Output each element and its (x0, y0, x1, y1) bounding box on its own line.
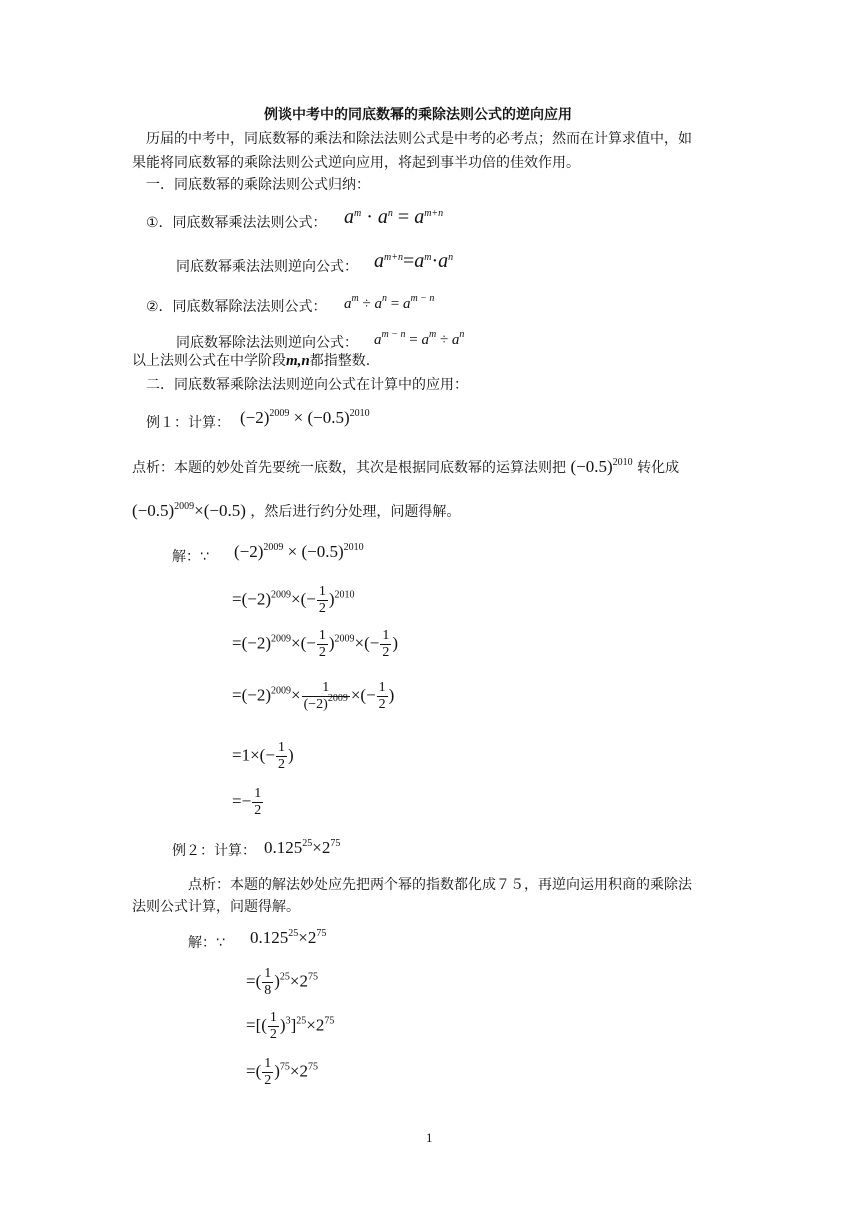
section-1-heading: 一．同底数幂的乘除法则公式归纳： (146, 177, 370, 193)
solution-1-step-2: $=(-2)^{2009}\times(-$ $\frac{1}{2}$ )$^{2009}$×(− $\frac{1}{2}$ ) (232, 628, 399, 660)
example-1-hint-line-1 (132, 458, 679, 477)
example-1-hint-text: 点析：本题的妙处首先要统一底数，其次是根据同底数幂的运算法则把 (132, 460, 566, 476)
mul-rule-formula: $a^m \cdot a^n = a^{m+n}$ (344, 206, 444, 228)
document-title: 例谈中考中的同底数幂的乘除法则公式的逆向应用 (264, 107, 572, 123)
solution-2-step-3: =( $\frac{1}{2}$ )$^{75}\times 2^{75}$ (246, 1056, 319, 1088)
note-vars: m,n (286, 353, 310, 369)
hint-split-expression: $(-0.5)^{2009}\times(-0.5)$ (132, 501, 246, 520)
note-text: 以上法则公式在中学阶段 (132, 353, 286, 369)
example-1-expression: $(-2)^{2009} \times (-0.5)^{2010}$ (240, 408, 370, 427)
note-end: 都指整数. (309, 353, 371, 369)
note-line (132, 352, 370, 370)
example-2-label: 例２：计算： (172, 843, 256, 859)
solution-2-step-0: $0.125^{25}\times 2^{75}$ (250, 928, 327, 947)
example-1-hint-line-2 (132, 502, 460, 521)
solution-1-result: =− $\frac{1}{2}$ (232, 786, 262, 818)
page-number: 1 (426, 1130, 433, 1145)
mul-inverse-formula: $a^{m+n}=a^m\cdot a^n$ (374, 250, 454, 272)
example-1-label: 例１：计算： (146, 415, 230, 431)
hint-power-expression: $(-0.5)^{2010}$ (570, 457, 633, 476)
solution-1-step-4: =1×(− $\frac{1}{2}$ ) (232, 740, 294, 772)
mul-inverse-label: 同底数幂乘法法则逆向公式： (176, 259, 358, 275)
div-inverse-label: 同底数幂除法法则逆向公式： (176, 335, 358, 351)
example-2-expression: $0.125^{25}\times 2^{75}$ (264, 838, 341, 857)
section-2-heading: 二．同底数幂乘除法法则逆向公式在计算中的应用： (146, 377, 468, 393)
solution-1-step-3: $=(-2)^{2009}\times$ $\frac{1}{(-2)^{2009}}$ ×(− $\frac{1}{2}$ ) (232, 680, 395, 712)
div-inverse-formula: $a^{m - n} = a^m \div a^n$ (374, 329, 465, 348)
example-2-hint-line-1: 点析：本题的解法妙处应先把两个幂的指数都化成７５，再逆向运用积商的乘除法 (188, 877, 692, 893)
example-1-hint-end: 转化成 (637, 460, 680, 476)
solution-2-step-2: =[( $\frac{1}{2}$ )$^3]^{25}\times 2^{75}$ (246, 1010, 335, 1042)
solution-2-label: 解：∵ (188, 935, 225, 951)
example-1-hint-line-2-text: ，然后进行约分处理，问题得解。 (250, 504, 461, 520)
solution-1-step-1: $=(-2)^{2009}\times(-$ $\frac{1}{2}$ )$^{2010}$ (232, 584, 355, 616)
intro-line-2: 果能将同底数幂的乘除法则公式逆向应用，将起到事半功倍的佳效作用。 (132, 155, 580, 171)
intro-line-1: 历届的中考中，同底数幂的乘法和除法法则公式是中考的必考点；然而在计算求值中，如 (146, 131, 692, 147)
solution-1-step-0: $(-2)^{2009} \times (-0.5)^{2010}$ (234, 542, 364, 561)
solution-1-label: 解：∵ (172, 549, 209, 565)
mul-rule-label: ①．同底数幂乘法法则公式： (146, 215, 327, 231)
div-rule-formula: $a^m \div a^n = a^{m - n}$ (344, 293, 435, 312)
solution-2-step-1: =( $\frac{1}{8}$ )$^{25}\times 2^{75}$ (246, 966, 319, 998)
example-2-hint-line-2: 法则公式计算，问题得解。 (132, 899, 300, 915)
div-rule-label: ②．同底数幂除法法则公式： (146, 299, 327, 315)
